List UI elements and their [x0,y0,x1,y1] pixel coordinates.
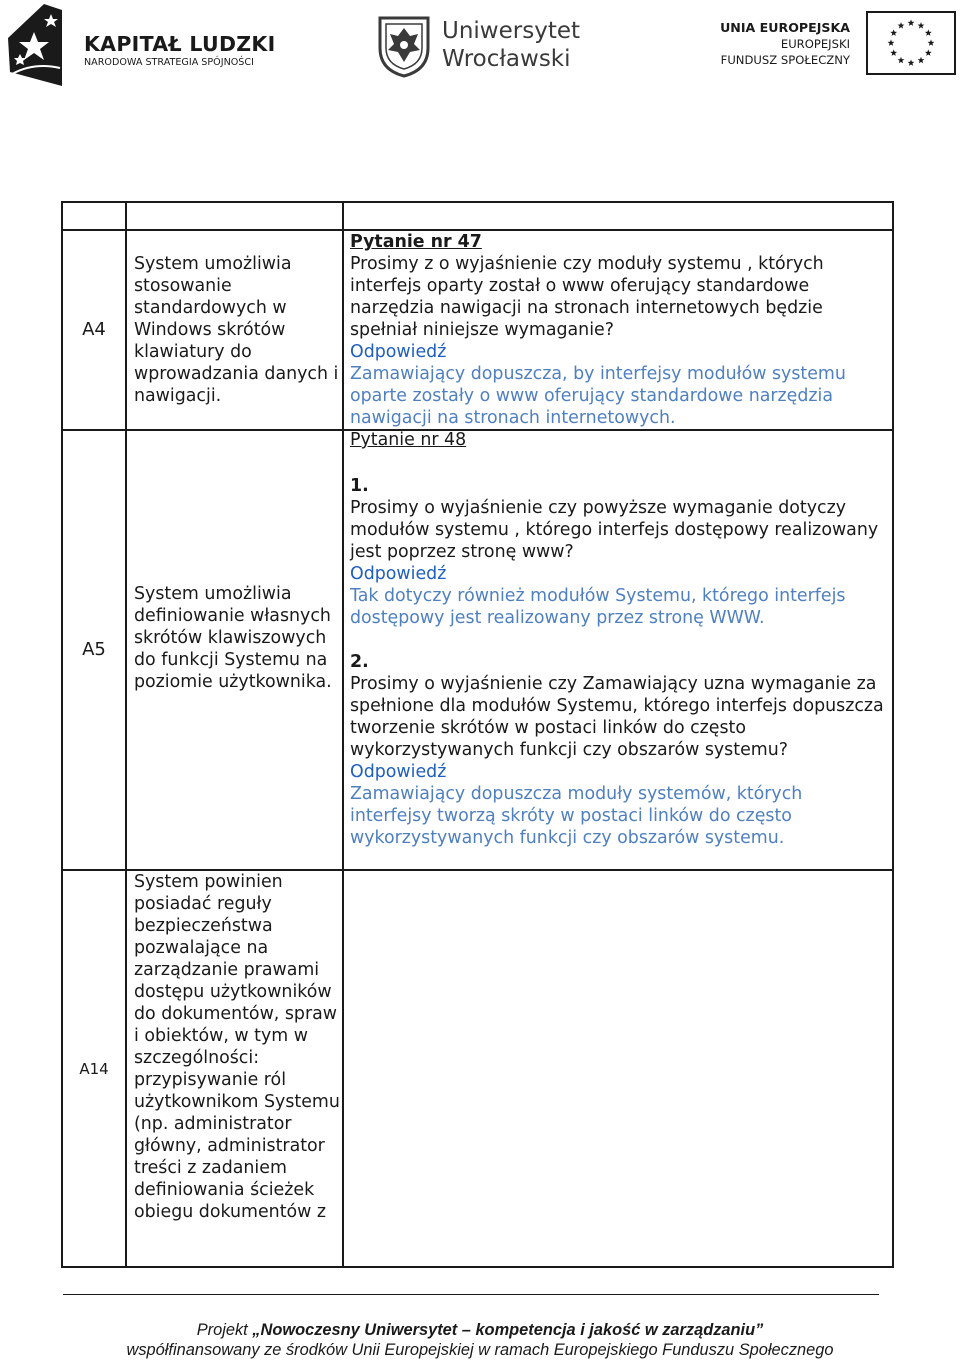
item-question-1: Prosimy o wyjaśnienie czy powyższe wymaganie dotyczy modułów systemu , którego interfejs dostępowy realizowany jest poprzez stronę www? [350,498,879,562]
footer-funding-line: współfinansowany ze środków Unii Europejskiej w ramach Europejskiego Funduszu Społecznego [126,1341,834,1359]
requirements-table [61,201,894,1268]
question-title-47: Pytanie nr 47 [350,232,482,252]
item-number-1: 1. [350,476,369,496]
answer-cell-a4 [350,231,888,451]
university-name-line1: Uniwersytet [442,18,580,44]
footer-divider [63,1294,879,1295]
row-code-a4: A4 [82,319,106,340]
eu-text [720,20,850,68]
footer-project-prefix: Projekt [196,1321,253,1339]
question-text-47: Prosimy z o wyjaśnienie czy moduły systemu , których interfejs oparty został o www oferujący standardowe narzędzia nawigacji na stronach internetowych będzie spełniał niniejsze wymaganie? [350,254,824,340]
university-logo [376,8,580,88]
university-name-line2: Wrocławski [442,46,571,72]
eu-flag-icon [866,11,956,75]
kapital-ludzki-subtitle: NARODOWA STRATEGIA SPÓJNOŚCI [84,57,254,68]
item-number-2: 2. [350,652,369,672]
item-question-2: Prosimy o wyjaśnienie czy Zamawiający uzna wymaganie za spełnione dla modułów Systemu, którego interfejs dopuszcza tworzenie skrótów w postaci linków do często wykorzystywanych funkcji czy obszarów systemu? [350,674,884,760]
kapital-ludzki-logo [4,2,294,90]
kapital-ludzki-star-icon [4,2,66,88]
answer-text-47: Zamawiający dopuszcza, by interfejsy modułów systemu oparte zostały o www oferujący standardowe narzędzia nawigacji na stronach internetowych. [350,364,846,428]
answer-cell-a5 [350,475,888,849]
row-code-a5: A5 [82,639,106,660]
university-crest-icon [376,14,432,78]
item-answer-label-1: Odpowiedź [350,564,447,584]
requirement-a14: System powinien posiadać reguły bezpieczeństwa pozwalające na zarządzanie prawami dostępu użytkowników do dokumentów, spraw i obiektów, w tym w szczególności: przypisywanie ról użytkownikom Systemu (np. administrator główny, administrator treści z zadaniem definiowania ścieżek obiegu dokumentów z [134,872,340,1222]
item-spacer [350,629,888,651]
eu-line2: EUROPEJSKI [780,37,850,51]
answer-label-47: Odpowiedź [350,342,447,362]
item-answer-text-2: Zamawiający dopuszcza moduły systemów, których interfejsy tworzą skróty w postaci linków do często wykorzystywanych funkcji czy obszarów systemu. [350,784,803,848]
footer-project-line [0,1321,960,1340]
item-answer-text-1: Tak dotyczy również modułów Systemu, którego interfejs dostępowy jest realizowany przez stronę WWW. [350,586,846,628]
column-divider-1 [125,203,127,1266]
requirement-a5: System umożliwia definiowanie własnych skrótów klawiszowych do funkcji Systemu na poziomie użytkownika. [134,584,332,692]
footer-project-title: „Nowoczesny Uniwersytet – kompetencja i jakość w zarządzaniu” [252,1321,764,1339]
eu-logo [722,8,958,78]
question-title-48: Pytanie nr 48 [350,430,467,450]
item-answer-label-2: Odpowiedź [350,762,447,782]
kapital-ludzki-title: KAPITAŁ LUDZKI [84,32,276,56]
page-header [0,0,960,95]
eu-line3: FUNDUSZ SPOŁECZNY [720,53,850,67]
requirement-a4: System umożliwia stosowanie standardowych w Windows skrótów klawiatury do wprowadzania danych i nawigacji. [134,254,339,406]
row-code-a14: A14 [79,1060,109,1078]
eu-line1: UNIA EUROPEJSKA [720,20,850,35]
